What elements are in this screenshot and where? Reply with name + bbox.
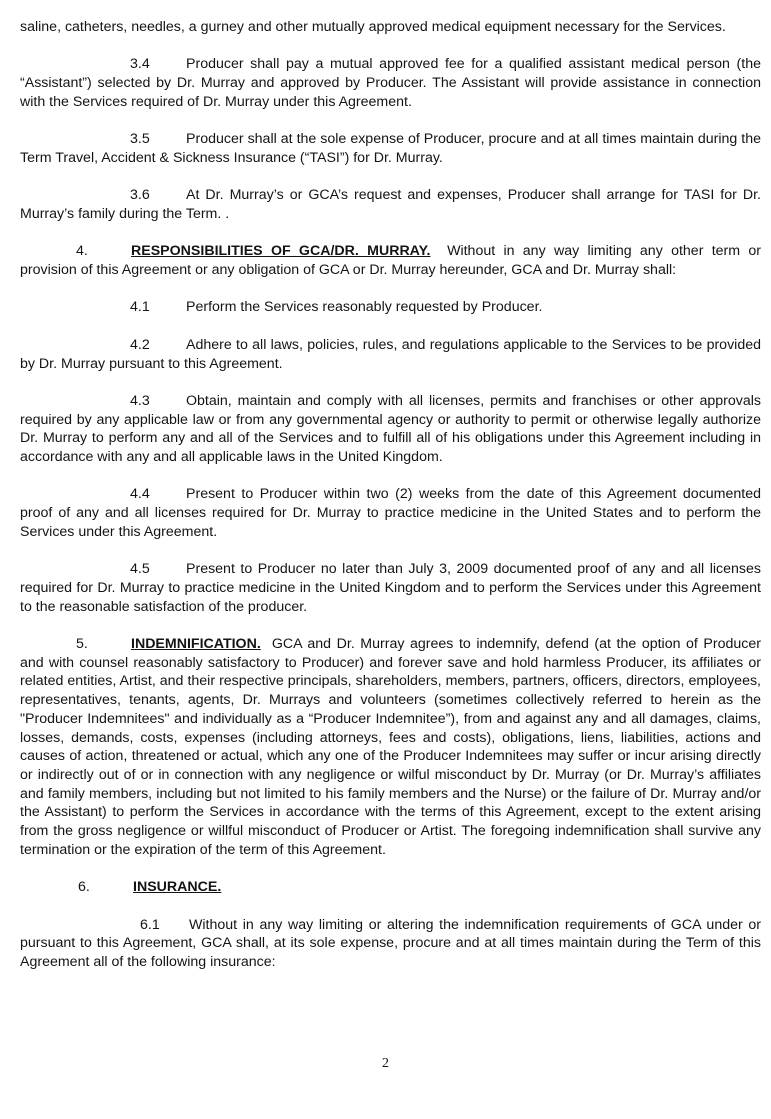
document-page bbox=[20, 18, 761, 990]
clause-number: 4.5 bbox=[130, 561, 150, 578]
section-number: 4. bbox=[76, 243, 88, 260]
section-4 bbox=[20, 242, 761, 279]
clause-4-1 bbox=[20, 298, 761, 317]
clause-number: 3.6 bbox=[130, 187, 150, 204]
section-heading: RESPONSIBILITIES OF GCA/DR. MURRAY. bbox=[131, 243, 431, 260]
clause-number: 3.5 bbox=[130, 131, 150, 148]
paragraph-continuation: saline, catheters, needles, a gurney and other mutually approved medical equipment necessary for the Services. bbox=[20, 19, 726, 35]
section-number: 6. bbox=[78, 879, 90, 896]
clause-3-6 bbox=[20, 186, 761, 223]
clause-4-2 bbox=[20, 336, 761, 373]
section-number: 5. bbox=[76, 636, 88, 653]
clause-number: 4.3 bbox=[130, 392, 150, 409]
clause-6-1 bbox=[20, 916, 761, 972]
clause-4-3 bbox=[20, 392, 761, 467]
clause-number: 4.2 bbox=[130, 336, 150, 353]
clause-text: Without in any way limiting or altering the indemnification requirements of GCA under or pursuant to this Agreement, GCA shall, at its sole expense, procure and at all times maintain during the Term of this Agreement all of the following insurance: bbox=[20, 916, 761, 970]
clause-3-4 bbox=[20, 55, 761, 111]
clause-text: Present to Producer within two (2) weeks from the date of this Agreement documented proof of any and all licenses required for Dr. Murray to practice medicine in the United States and to perform the Services under this Agreement. bbox=[20, 486, 761, 540]
section-heading: INSURANCE. bbox=[133, 879, 222, 896]
clause-4-5 bbox=[20, 560, 761, 616]
clause-number: 4.1 bbox=[130, 299, 150, 316]
clause-text: Producer shall pay a mutual approved fee for a qualified assistant medical person (the “Assistant”) selected by Dr. Murray and approved by Producer. The Assistant will provide assistance in connection with the Services required of Dr. Murray under this Agreement. bbox=[20, 56, 761, 110]
clause-text: Present to Producer no later than July 3, 2009 documented proof of any and all licenses required for Dr. Murray to practice medicine in the United Kingdom and to perform the Services under this Agreement to the reasonable satisfaction of the producer. bbox=[20, 561, 761, 615]
page-number: 2 bbox=[382, 1056, 389, 1071]
section-text: Without in any way limiting any other term or provision of this Agreement or any obligation of GCA or Dr. Murray hereunder, GCA and Dr. Murray shall: bbox=[20, 243, 761, 279]
clause-number: 4.4 bbox=[130, 486, 150, 503]
section-6 bbox=[20, 878, 761, 897]
clause-text: Perform the Services reasonably requested by Producer. bbox=[186, 299, 543, 316]
clause-3-5 bbox=[20, 130, 761, 167]
clause-text: At Dr. Murray’s or GCA’s request and expenses, Producer shall arrange for TASI for Dr. Murray’s family during the Term. . bbox=[20, 187, 761, 222]
clause-text: Adhere to all laws, policies, rules, and regulations applicable to the Services to be provided by Dr. Murray pursuant to this Agreement. bbox=[20, 336, 761, 372]
section-5 bbox=[20, 635, 761, 859]
clause-number: 6.1 bbox=[140, 916, 160, 933]
section-heading: INDEMNIFICATION. bbox=[131, 636, 261, 653]
clause-number: 3.4 bbox=[130, 56, 150, 73]
clause-text: Producer shall at the sole expense of Producer, procure and at all times maintain during the Term Travel, Accident & Sickness Insurance (“TASI”) for Dr. Murray. bbox=[20, 131, 761, 166]
section-text: GCA and Dr. Murray agrees to indemnify, defend (at the option of Producer and with counsel reasonably satisfactory to Producer) and forever save and hold harmless Producer, its affiliates or related entities, Artist, and their respective principals, shareholders, members, partners, officers, directors, employees, representatives, tenants, agents, Dr. Murrays and volunteers (sometimes collectively referred to herein as the "Producer Indemnitees" and individually as a “Producer Indemnitee”), from and against any and all damages, claims, losses, demands, costs, expenses (including attorneys, fees and costs), obligations, liens, liabilities, actions and causes of action, threatened or actual, which any one of the Producer Indemnitees may suffer or incur arising directly or indirectly out of or in connection with any negligence or wilful misconduct by Dr. Murray (or Dr. Murray’s affiliates and family members, including but not limited to his family members and the Nurse) or the failure of Dr. Murray and/or the Assistant) to perform the Services in accordance with the terms of this Agreement, except to the extent arising from the gross negligence or willful misconduct of Producer or Artist. The foregoing indemnification shall survive any termination or the expiration of the term of this Agreement. bbox=[20, 636, 761, 858]
clause-text: Obtain, maintain and comply with all licenses, permits and franchises or other approvals required by any applicable law or from any governmental agency or authority to permit or otherwise legally authorize Dr. Murray to perform any and all of the Services and to fulfill all of his obligations under this Agreement including in accordance with any and all applicable laws in the United Kingdom. bbox=[20, 392, 761, 466]
clause-4-4 bbox=[20, 485, 761, 541]
